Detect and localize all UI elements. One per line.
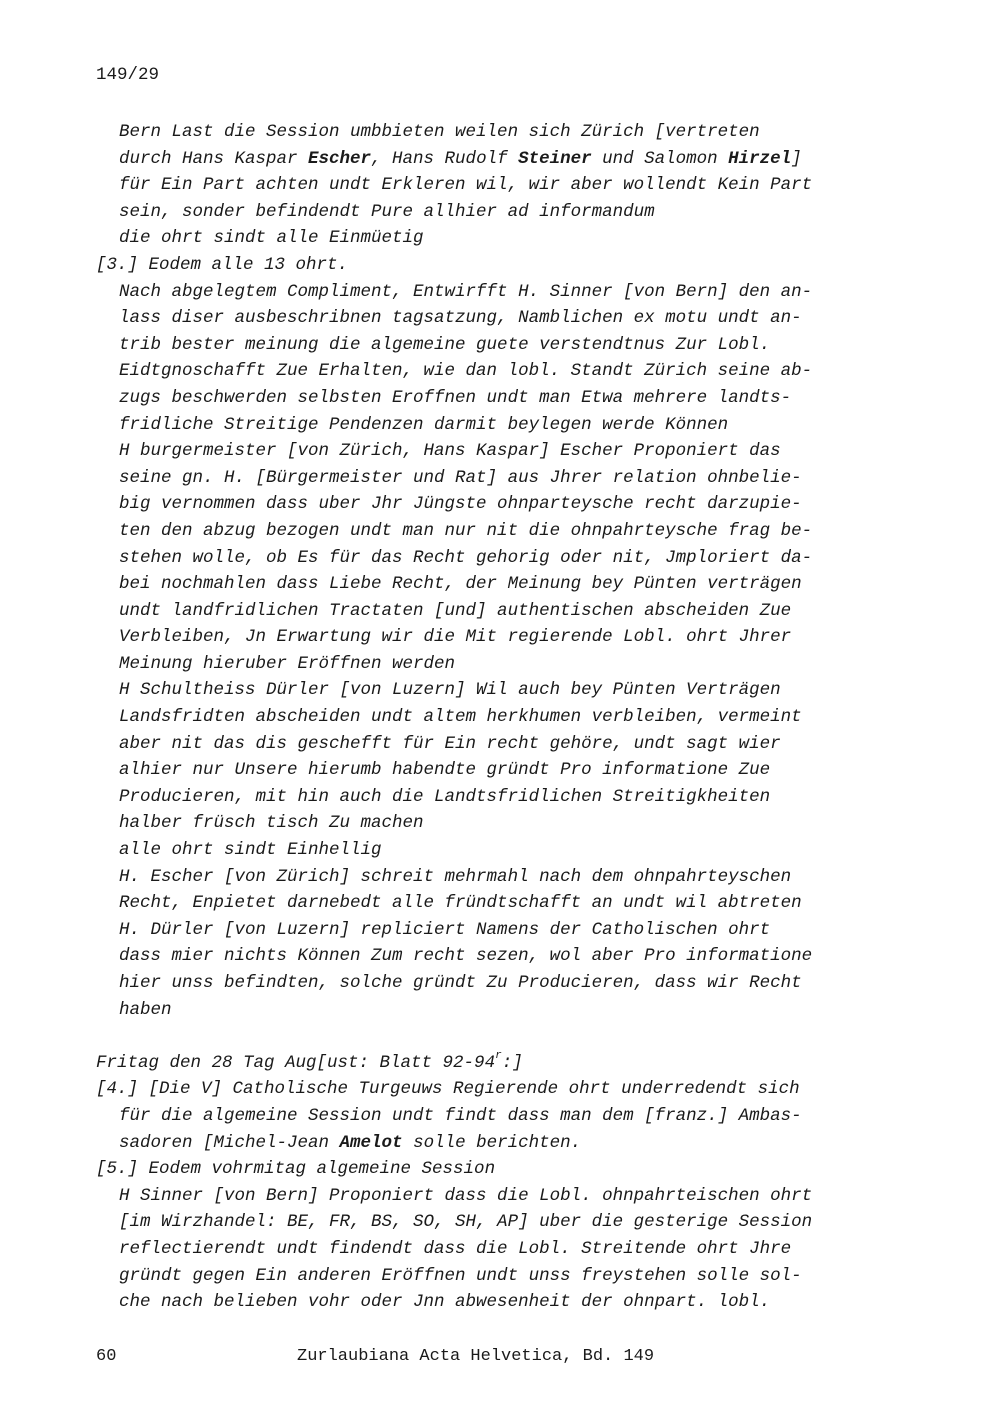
- bold-name: Hirzel: [728, 148, 792, 169]
- text-segment: Producieren, mit hin auch die Landtsfridlichen Streitigkheiten: [119, 786, 771, 807]
- text-segment: für die algemeine Session undt findt dass man dem [franz.] Ambas-: [119, 1105, 802, 1126]
- text-line: [96, 1236, 876, 1263]
- text-segment: ]: [791, 148, 802, 169]
- text-line: [96, 943, 876, 970]
- text-line: [96, 598, 876, 625]
- text-line: [96, 199, 876, 226]
- text-segment: solle berichten.: [402, 1132, 582, 1153]
- text-line: [96, 1130, 876, 1157]
- superscript: r: [495, 1049, 502, 1062]
- text-segment: Nach abgelegtem Compliment, Entwirfft H. Sinner [von Bern] den an-: [119, 281, 813, 302]
- text-segment: [4.] [Die V] Catholische Turgeuws Regierende ohrt underredendt sich: [96, 1079, 800, 1100]
- text-line: [96, 1263, 876, 1290]
- text-segment: Landsfridten abscheiden undt altem herkhumen verbleiben, vermeint: [119, 707, 802, 728]
- text-line: [96, 1183, 876, 1210]
- text-segment: Fritag den 28 Tag Aug[ust: Blatt 92-94: [96, 1052, 496, 1073]
- text-segment: hier unss befindten, solche gründt Zu Producieren, dass wir Recht: [119, 973, 802, 993]
- text-segment: dass mier nichts Können Zum recht sezen, wol aber Pro informatione: [119, 946, 813, 967]
- text-line: [96, 358, 876, 385]
- text-line: [96, 146, 876, 173]
- bold-name: Amelot: [339, 1132, 403, 1153]
- text-segment: seine gn. H. [Bürgermeister und Rat] aus Jhrer relation ohnbelie-: [119, 467, 802, 488]
- text-segment: Bern Last die Session umbbieten weilen sich Zürich [vertreten: [119, 122, 760, 142]
- text-line: [96, 784, 876, 811]
- bold-name: Escher: [308, 148, 372, 169]
- text-line: [96, 438, 876, 465]
- text-segment: , Hans Rudolf: [371, 148, 519, 169]
- text-line: [96, 864, 876, 891]
- text-line: [96, 651, 876, 678]
- text-segment: H burgermeister [von Zürich, Hans Kaspar] Escher Proponiert das: [119, 441, 781, 462]
- text-segment: die ohrt sindt alle Einmüetig: [119, 228, 424, 249]
- text-segment: Recht, Enpietet darnebedt alle fründtschafft an undt wil abtreten: [119, 893, 802, 914]
- text-line: [96, 1103, 876, 1130]
- footer-publication-title: Zurlaubiana Acta Helvetica, Bd. 149: [297, 1347, 655, 1366]
- text-segment: alhier nur Unsere hierumb habendte gründt Pro informatione Zue: [119, 760, 771, 781]
- text-line: [96, 1209, 876, 1236]
- text-line: [96, 252, 876, 279]
- text-segment: durch Hans Kaspar: [119, 148, 309, 169]
- text-line: [96, 225, 876, 252]
- text-segment: haben: [119, 999, 172, 1020]
- text-segment: sein, sonder befindendt Pure allhier ad informandum: [119, 201, 655, 222]
- text-line: [96, 890, 876, 917]
- text-segment: ten den abzug bezogen undt man nur nit die ohnpahrteysche frag be-: [119, 520, 813, 541]
- text-segment: che nach belieben vohr oder Jnn abwesenheit der ohnpart. lobl.: [119, 1292, 771, 1313]
- text-segment: H Schultheiss Dürler [von Luzern] Wil auch bey Pünten Verträgen: [119, 680, 781, 701]
- document-body: [96, 119, 876, 1316]
- text-line: [96, 465, 876, 492]
- bold-name: Steiner: [518, 148, 592, 169]
- text-segment: H. Escher [von Zürich] schreit mehrmahl nach dem ohnpahrteyschen: [119, 866, 792, 887]
- paragraph-gap: [96, 1023, 876, 1050]
- text-line: [96, 305, 876, 332]
- text-segment: :]: [501, 1052, 523, 1073]
- text-segment: bei nochmahlen dass Liebe Recht, der Meinung bey Pünten verträgen: [119, 574, 802, 595]
- text-line: [96, 545, 876, 572]
- text-line: [96, 997, 876, 1024]
- text-segment: stehen wolle, ob Es für das Recht gehorig oder nit, Jmploriert da-: [119, 547, 813, 568]
- text-segment: trib bester meinung die algemeine guete verstendtnus Zur Lobl.: [119, 334, 771, 355]
- text-line: [96, 624, 876, 651]
- text-segment: zugs beschwerden selbsten Eroffnen undt man Etwa mehrere landts-: [119, 387, 792, 408]
- text-segment: Verbleiben, Jn Erwartung wir die Mit regierende Lobl. ohrt Jhrer: [119, 627, 792, 648]
- text-segment: und Salomon: [591, 148, 729, 169]
- text-line: [96, 757, 876, 784]
- text-line: [96, 704, 876, 731]
- text-segment: gründt gegen Ein anderen Eröffnen undt unss freystehen solle sol-: [119, 1265, 802, 1286]
- text-line: [96, 1050, 876, 1077]
- text-line: [96, 917, 876, 944]
- text-line: [96, 172, 876, 199]
- text-segment: sadoren [Michel-Jean: [119, 1132, 340, 1153]
- text-segment: für Ein Part achten undt Erkleren wil, wir aber wollendt Kein Part: [119, 175, 813, 196]
- text-segment: aber nit das dis geschefft für Ein recht gehöre, undt sagt wier: [119, 733, 781, 754]
- text-segment: [5.] Eodem vohrmitag algemeine Session: [96, 1159, 496, 1180]
- text-line: [96, 279, 876, 306]
- text-segment: [3.] Eodem alle 13 ohrt.: [96, 254, 349, 275]
- text-line: [96, 970, 876, 997]
- text-segment: [im Wirzhandel: BE, FR, BS, SO, SH, AP] uber die gesterige Session: [119, 1212, 813, 1233]
- text-segment: H. Dürler [von Luzern] repliciert Namens der Catholischen ohrt: [119, 919, 771, 940]
- text-line: [96, 677, 876, 704]
- text-line: [96, 119, 876, 146]
- text-line: [96, 385, 876, 412]
- text-segment: alle ohrt sindt Einhellig: [119, 840, 382, 861]
- text-line: [96, 837, 876, 864]
- text-line: [96, 571, 876, 598]
- text-segment: halber früsch tisch Zu machen: [119, 813, 424, 834]
- text-segment: big vernommen dass uber Jhr Jüngste ohnparteysche recht darzupie-: [119, 494, 802, 515]
- text-segment: undt landfridlichen Tractaten [und] authentischen abscheiden Zue: [119, 600, 792, 621]
- text-segment: lass diser ausbeschribnen tagsatzung, Namblichen ex motu undt an-: [119, 308, 802, 329]
- text-segment: fridliche Streitige Pendenzen darmit beylegen werde Können: [119, 414, 729, 435]
- page-reference: 149/29: [96, 65, 160, 85]
- text-line: [96, 1076, 876, 1103]
- text-line: [96, 1156, 876, 1183]
- text-segment: Eidtgnoschafft Zue Erhalten, wie dan lobl. Standt Zürich seine ab-: [119, 361, 813, 382]
- text-segment: H Sinner [von Bern] Proponiert dass die Lobl. ohnpahrteischen ohrt: [119, 1185, 813, 1206]
- text-line: [96, 1289, 876, 1316]
- text-line: [96, 518, 876, 545]
- text-line: [96, 412, 876, 439]
- text-line: [96, 731, 876, 758]
- text-line: [96, 332, 876, 359]
- footer-page-number: 60: [96, 1347, 117, 1366]
- text-line: [96, 491, 876, 518]
- text-line: [96, 810, 876, 837]
- text-segment: Meinung hieruber Eröffnen werden: [119, 653, 456, 674]
- text-segment: reflectierendt undt findendt dass die Lobl. Streitende ohrt Jhre: [119, 1238, 792, 1259]
